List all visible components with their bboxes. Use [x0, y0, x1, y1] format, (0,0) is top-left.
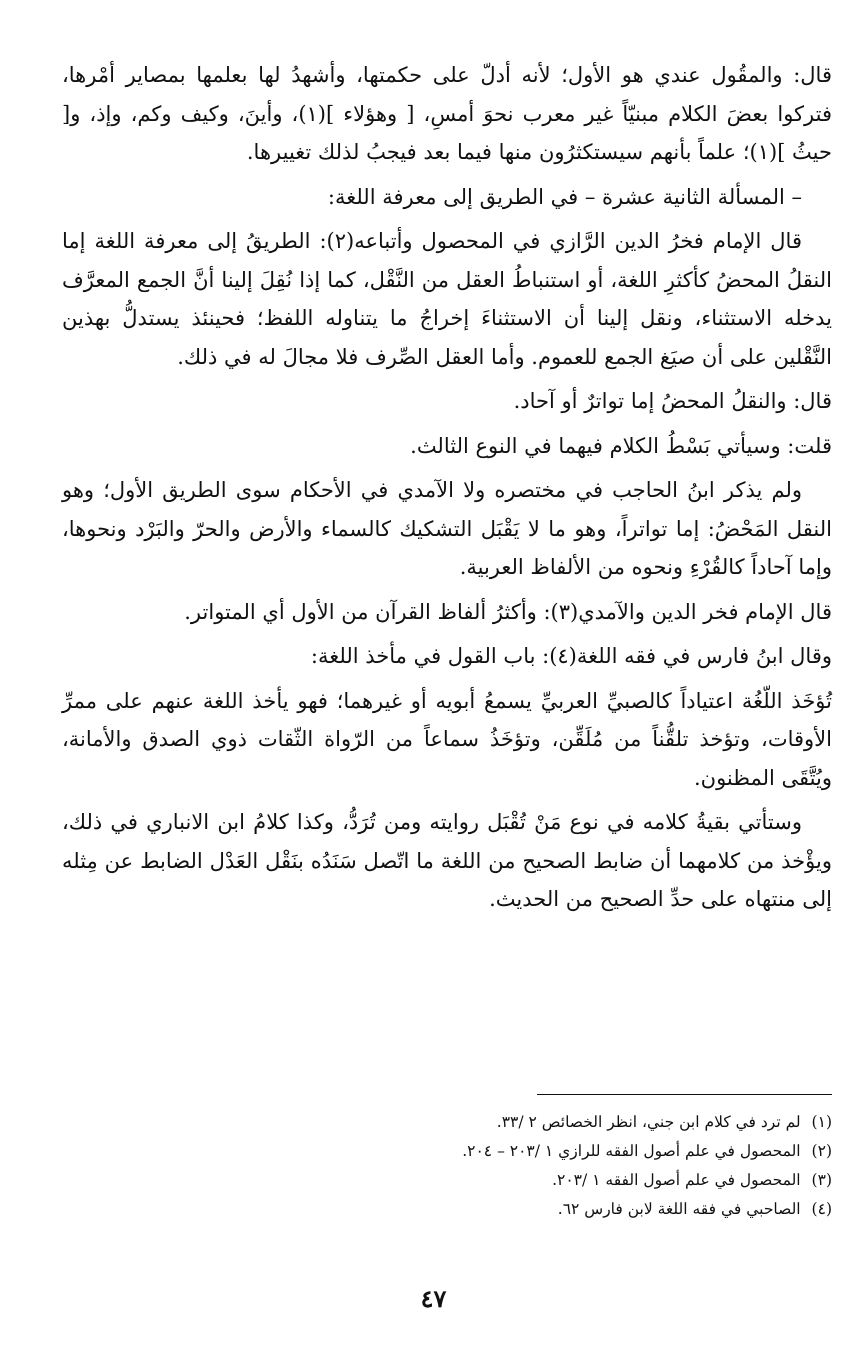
- paragraph-1: قال: والمقُول عندي هو الأول؛ لأنه أدلّ على حكمتها، وأشهدُ لها بعلمها بمصاير أمْرها، فتركوا بعضَ الكلام مبنيّاً غير معرب نحوَ أمسِ، [ وهؤلاء ](١)، وأينَ، وكيف وكم، وإذ، و[ حيثُ ](١)؛ علماً بأنهم سيستكثرُون منها فيما بعد فيجبُ لذلك تغييرها.: [62, 63, 832, 164]
- footnote-text: الصاحبي في فقه اللغة لابن فارس ٦٢.: [557, 1200, 801, 1218]
- paragraph-2: قال الإمام فخرُ الدين الرَّازي في المحصول وأتباعه(٢): الطريقُ إلى معرفة اللغة إما النقلُ المحضُ كأكثرِ اللغة، أو استنباطُ العقل من النَّقْل، كما إذا نُقِلَ إلينا أنَّ الجمع المعرَّف يدخله الاستثناء، ونقل إلينا أن الاستثناءَ إخراجُ ما يتناوله اللفظ؛ فحينئذ يستدلُّ بهذين النَّقْلين على أن صيَغ الجمع للعموم. وأما العقل الصِّرف فلا مجالَ له في ذلك.: [62, 229, 832, 369]
- footnote-number: (١): [811, 1113, 832, 1131]
- paragraph-5: ولم يذكر ابنُ الحاجب في مختصره ولا الآمدي في الأحكام سوى الطريق الأول؛ وهو النقل المَحْضُ: إما تواتراً، وهو ما لا يَقْبَل التشكيك كالسماء والأرض والحرّ والبَرْد ونحوها، وإما آحاداً كالقُرْءِ ونحوه من الألفاظ العربية.: [62, 478, 832, 579]
- footnote-text: لم ترد في كلام ابن جني، انظر الخصائص ٢ /٣٣.: [496, 1113, 801, 1131]
- footnote-4: [62, 1195, 832, 1224]
- page-content: [62, 56, 832, 1316]
- page-number: ٤٧: [420, 1284, 447, 1313]
- paragraph-6: قال الإمام فخر الدين والآمدي(٣): وأكثرُ ألفاظ القرآن من الأول أي المتواتر.: [184, 599, 832, 624]
- footnote-1: [62, 1108, 832, 1137]
- paragraph-4: قلت: وسيأتي بَسْطُ الكلام فيهما في النوع الثالث.: [410, 433, 832, 458]
- paragraph-3: قال: والنقلُ المحضُ إما تواترٌ أو آحاد.: [513, 389, 832, 413]
- section-heading: – المسألة الثانية عشرة – في الطريق إلى معرفة اللغة:: [327, 184, 802, 209]
- paragraph-9: وستأتي بقيةُ كلامه في نوع مَنْ تُقْبَل روايته ومن تُرَدُّ، وكذا كلامُ ابن الانباري في ذلك، ويؤْخذ من كلامهما أن ضابط الصحيح من اللغة ما اتّصل سَنَدُه بنَقْل العَدْل الضابط عن مِثله إلى منتهاه على حدِّ الصحيح من الحديث.: [62, 810, 832, 911]
- footnote-2: [62, 1137, 832, 1166]
- footnote-3: [62, 1166, 832, 1195]
- paragraph-7: وقال ابنُ فارس في فقه اللغة(٤): باب القول في مأخذ اللغة:: [310, 644, 832, 668]
- footnote-number: (٣): [811, 1171, 832, 1189]
- footnote-number: (٤): [811, 1200, 832, 1218]
- paragraph-8: تُؤخَذ اللّغُة اعتياداً كالصبيِّ العربيِّ يسمعُ أبويه أو غيرهما؛ فهو يأخذ اللغة عنهم على ممرِّ الأوقات، وتؤخذ تلقُّناً من مُلَقِّن، وتؤخَذُ سماعاً من الرّواة الثّقات ذوي الصدق والأمانة، ويُتَّقَى المظنون.: [62, 688, 832, 790]
- footnote-divider: [537, 1094, 832, 1095]
- footnotes: [62, 1108, 832, 1224]
- footnote-number: (٢): [811, 1142, 832, 1160]
- footnote-text: المحصول في علم أصول الفقه ١ /٢٠٣.: [552, 1171, 801, 1189]
- footnote-text: المحصول في علم أصول الفقه للرازي ١ /٢٠٣ – ٢٠٤.: [462, 1142, 801, 1160]
